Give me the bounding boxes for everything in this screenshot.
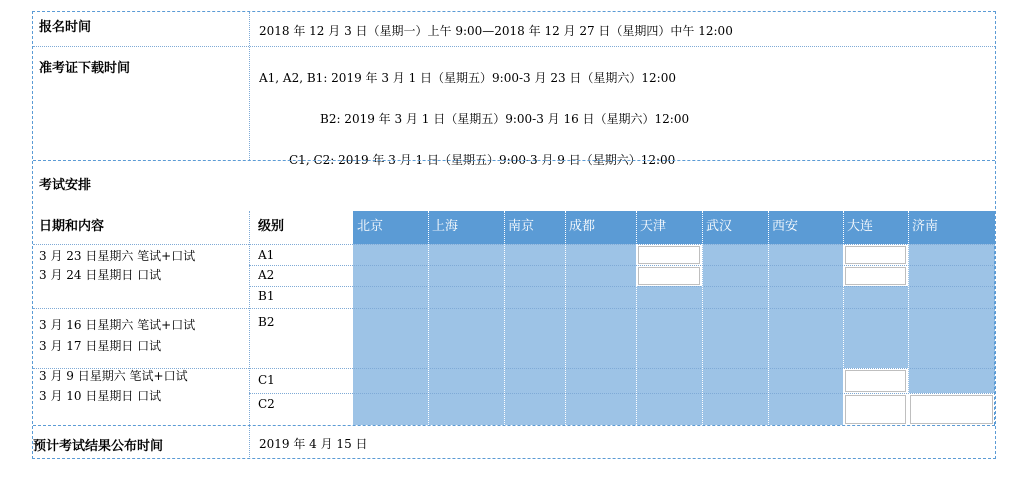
availability-cell-b1-2 (504, 286, 565, 308)
availability-cell-a1-6 (768, 244, 843, 265)
level-header: 级别 (258, 219, 285, 234)
availability-cell-a2-7 (845, 267, 906, 285)
row-divider (249, 265, 995, 266)
availability-cell-a1-5 (702, 244, 768, 265)
availability-cell-c1-1 (428, 368, 504, 393)
availability-cell-a2-6 (768, 265, 843, 286)
column-divider (504, 211, 505, 425)
admission-ticket-line-b2: B2: 2019 年 3 月 1 日（星期五）9:00-3 月 16 日（星期六）12:00 (320, 112, 690, 126)
level-label: C2 (258, 397, 275, 411)
column-divider (908, 211, 909, 425)
admission-ticket-line-a: A1, A2, B1: 2019 年 3 月 1 日（星期五）9:00-3 月 23 日（星期六）12:00 (259, 71, 676, 85)
availability-cell-b2-7 (843, 308, 908, 368)
availability-cell-c2-7 (845, 395, 906, 424)
availability-cell-c1-8 (908, 368, 995, 393)
row-divider (33, 46, 995, 47)
column-divider (768, 211, 769, 425)
section-divider (33, 425, 995, 426)
availability-cell-b2-3 (565, 308, 636, 368)
row-divider (33, 308, 995, 309)
availability-cell-a1-2 (504, 244, 565, 265)
date-group-1-line2: 3 月 24 日星期日 口试 (39, 268, 162, 282)
availability-cell-c1-2 (504, 368, 565, 393)
availability-cell-b2-6 (768, 308, 843, 368)
availability-cell-c1-4 (636, 368, 702, 393)
section-divider (33, 160, 995, 161)
availability-cell-a2-1 (428, 265, 504, 286)
availability-cell-a1-1 (428, 244, 504, 265)
availability-cell-a2-3 (565, 265, 636, 286)
city-header: 武汉 (702, 211, 768, 244)
results-label: 预计考试结果公布时间 (33, 439, 164, 454)
availability-cell-a2-8 (908, 265, 995, 286)
date-group-3-line2: 3 月 10 日星期日 口试 (39, 389, 162, 403)
availability-cell-a2-5 (702, 265, 768, 286)
availability-cell-a2-2 (504, 265, 565, 286)
date-group-2-line1: 3 月 16 日星期六 笔试+口试 (39, 318, 196, 332)
city-header: 西安 (768, 211, 843, 244)
availability-cell-b2-5 (702, 308, 768, 368)
level-label: B1 (258, 289, 275, 303)
city-header: 北京 (353, 211, 428, 244)
availability-cell-c1-7 (845, 370, 906, 392)
availability-cell-c2-2 (504, 393, 565, 425)
availability-cell-b1-8 (908, 286, 995, 308)
registration-label: 报名时间 (39, 20, 92, 35)
availability-cell-c2-5 (702, 393, 768, 425)
city-header: 大连 (843, 211, 908, 244)
availability-cell-b2-2 (504, 308, 565, 368)
availability-cell-b1-3 (565, 286, 636, 308)
city-header: 南京 (504, 211, 565, 244)
availability-cell-b1-6 (768, 286, 843, 308)
row-divider (33, 244, 995, 245)
availability-cell-c2-6 (768, 393, 843, 425)
availability-cell-a1-7 (845, 246, 906, 264)
date-group-2-line2: 3 月 17 日星期日 口试 (39, 339, 162, 353)
availability-cell-c1-6 (768, 368, 843, 393)
availability-cell-b1-1 (428, 286, 504, 308)
availability-cell-c2-4 (636, 393, 702, 425)
availability-cell-c2-0 (353, 393, 428, 425)
availability-cell-b2-8 (908, 308, 995, 368)
availability-cell-c2-1 (428, 393, 504, 425)
column-divider (249, 211, 250, 457)
availability-cell-c2-8 (910, 395, 993, 424)
row-divider (249, 393, 995, 394)
date-group-1-line1: 3 月 23 日星期六 笔试+口试 (39, 249, 196, 263)
level-label: A1 (258, 248, 275, 262)
availability-cell-a1-3 (565, 244, 636, 265)
schedule-title: 考试安排 (39, 178, 92, 193)
availability-cell-b1-7 (843, 286, 908, 308)
city-header: 成都 (565, 211, 636, 244)
column-divider (249, 12, 250, 160)
column-divider (565, 211, 566, 425)
row-divider (249, 286, 995, 287)
exam-info-table (32, 11, 996, 459)
availability-cell-a1-4 (638, 246, 700, 264)
registration-value: 2018 年 12 月 3 日（星期一）上午 9:00—2018 年 12 月 27 日（星期四）中午 12:00 (259, 24, 733, 38)
level-label: B2 (258, 315, 275, 329)
level-label: A2 (258, 268, 275, 282)
admission-ticket-line-c: C1, C2: 2019 年 3 月 1 日（星期五）9:00-3 月 9 日（星期六）12:00 (289, 153, 676, 167)
availability-cell-b1-0 (353, 286, 428, 308)
availability-cell-b1-4 (636, 286, 702, 308)
column-divider (702, 211, 703, 425)
date-group-3-line1: 3 月 9 日星期六 笔试+口试 (39, 369, 188, 383)
results-value: 2019 年 4 月 15 日 (259, 437, 368, 451)
availability-cell-a2-4 (638, 267, 700, 285)
city-header: 上海 (428, 211, 504, 244)
availability-cell-a1-0 (353, 244, 428, 265)
availability-cell-c2-3 (565, 393, 636, 425)
city-header: 天津 (636, 211, 702, 244)
row-divider (33, 368, 995, 369)
availability-cell-c1-0 (353, 368, 428, 393)
admission-ticket-label: 准考证下载时间 (39, 61, 131, 76)
availability-cell-a1-8 (908, 244, 995, 265)
availability-cell-b2-0 (353, 308, 428, 368)
availability-cell-b2-1 (428, 308, 504, 368)
availability-cell-b2-4 (636, 308, 702, 368)
date-content-header: 日期和内容 (39, 219, 105, 234)
column-divider (636, 211, 637, 425)
availability-cell-c1-3 (565, 368, 636, 393)
availability-cell-b1-5 (702, 286, 768, 308)
availability-cell-c1-5 (702, 368, 768, 393)
level-label: C1 (258, 373, 275, 387)
column-divider (428, 211, 429, 425)
column-divider (994, 211, 995, 425)
city-header: 济南 (908, 211, 995, 244)
column-divider (843, 211, 844, 425)
availability-cell-a2-0 (353, 265, 428, 286)
